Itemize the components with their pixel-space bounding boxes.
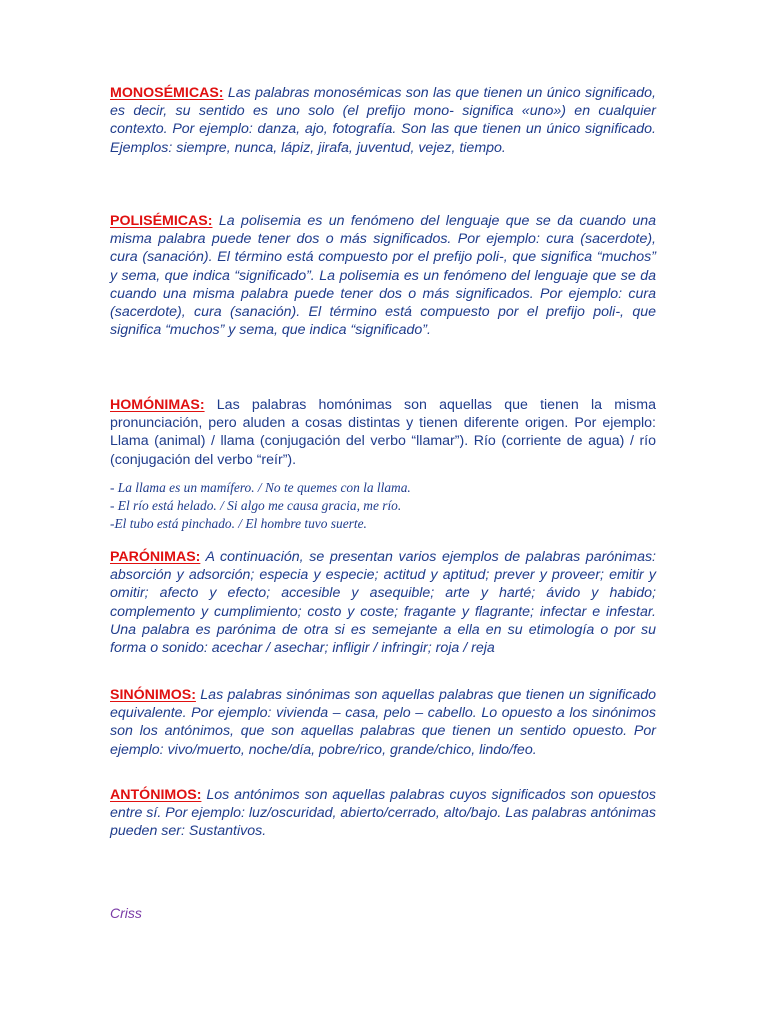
example-line: - La llama es un mamífero. / No te quemes con la llama. (110, 480, 411, 495)
heading-homonimas: HOMÓNIMAS: (110, 397, 205, 413)
heading-paronimas: PARÓNIMAS: (110, 549, 201, 565)
section-paronimas (110, 548, 656, 657)
section-monosemicas (110, 84, 656, 157)
body-homonimas: Las palabras homónimas son aquellas que tienen la misma pronunciación, pero aluden a cosas distintas y tienen diferente origen. Por ejemplo: Llama (animal) / llama (conjugación del verbo “llamar”). Río (corriente de agua) / río (conjugación del verbo “reír”). (110, 397, 656, 468)
section-polisemicas (110, 212, 656, 339)
section-antonimos (110, 786, 656, 841)
body-paronimas: A continuación, se presentan varios ejemplos de palabras parónimas: absorción y adsorción; especia y especie; actitud y aptitud; prever y proveer; emitir y omitir; afecto y efecto; accesible y asequible; arte y harté; ávido y habido; complemento y cumplimiento; costo y coste; fragante y flagrante; infectar e infestar. Una palabra es parónima de otra si es semejante a ella en su etimología o por su forma o sonido: acechar / asechar; infligir / infringir; roja / reja (110, 549, 656, 657)
heading-sinonimos: SINÓNIMOS: (110, 687, 196, 703)
section-sinonimos (110, 686, 656, 759)
heading-monosemicas: MONOSÉMICAS: (110, 85, 224, 101)
body-monosemicas: Las palabras monosémicas son las que tienen un único significado, es decir, su sentido es uno solo (el prefijo mono- significa «uno») en cualquier contexto. Por ejemplo: danza, ajo, fotografía. Son las que tienen un único significado. Ejemplos: siempre, nunca, lápiz, jirafa, juventud, vejez, tiempo. (110, 85, 656, 156)
heading-polisemicas: POLISÉMICAS: (110, 213, 213, 229)
body-sinonimos: Las palabras sinónimas son aquellas palabras que tienen un significado equivalente. Por ejemplo: vivienda – casa, pelo – cabello. Lo opuesto a los sinónimos son los antónimos, que son aquellas palabras que tienen un sentido opuesto. Por ejemplo: vivo/muerto, noche/día, pobre/rico, grande/chico, lindo/feo. (110, 687, 656, 758)
body-polisemicas: La polisemia es un fenómeno del lenguaje que se da cuando una misma palabra puede tener dos o más significados. Por ejemplo: cura (sacerdote), cura (sanación). El término está compuesto por el prefijo poli-, que significa “muchos” y sema, que indica “significado”. La polisemia es un fenómeno del lenguaje que se da cuando una misma palabra puede tener dos o más significados. Por ejemplo: cura (sacerdote), cura (sanación). El término está compuesto por el prefijo poli-, que significa “muchos” y sema, que indica “significado”. (110, 213, 656, 339)
homonimas-examples (110, 479, 411, 533)
example-line: -El tubo está pinchado. / El hombre tuvo suerte. (110, 516, 367, 531)
body-antonimos: Los antónimos son aquellas palabras cuyos significados son opuestos entre sí. Por ejemplo: luz/oscuridad, abierto/cerrado, alto/bajo. Las palabras antónimas pueden ser: Sustantivos. (110, 787, 656, 840)
heading-antonimos: ANTÓNIMOS: (110, 787, 202, 803)
example-line: - El río está helado. / Si algo me causa gracia, me río. (110, 498, 402, 513)
section-homonimas (110, 396, 656, 469)
signature: Criss (110, 905, 142, 921)
